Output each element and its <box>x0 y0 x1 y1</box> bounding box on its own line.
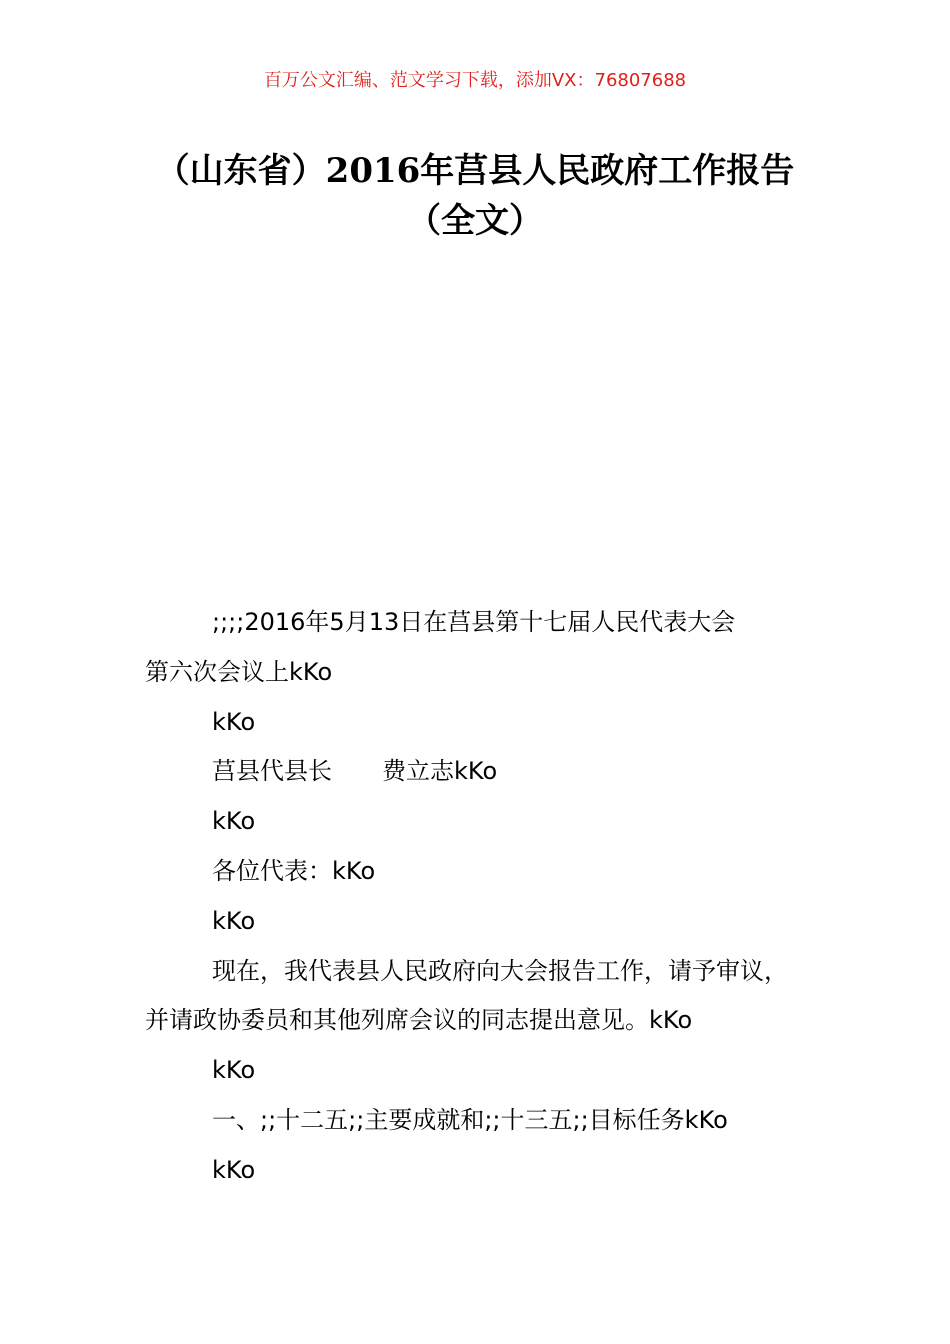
title-line-2: （全文） <box>407 201 543 241</box>
document-body <box>145 598 835 1196</box>
header-watermark-note: 百万公文汇编、范文学习下载，添加VX：76807688 <box>263 70 687 91</box>
body-line: kKo <box>212 1056 256 1085</box>
title-line-1: （山东省）2016年莒县人民政府工作报告 <box>155 151 795 191</box>
body-line: kKo <box>212 807 256 836</box>
section-heading: 一、;;十二五;;主要成就和;;十三五;;目标任务kKo <box>212 1105 728 1134</box>
speaker-line <box>145 747 835 797</box>
body-line: 现在，我代表县人民政府向大会报告工作，请予审议， <box>212 956 788 985</box>
body-line: kKo <box>212 906 256 935</box>
body-line: 第六次会议上kKo <box>145 657 333 686</box>
speaker-title: 莒县代县长 <box>212 757 332 786</box>
speaker-name: 费立志kKo <box>382 757 498 786</box>
body-line: 并请政协委员和其他列席会议的同志提出意见。kKo <box>145 1006 693 1035</box>
body-line: kKo <box>212 1155 256 1184</box>
document-title <box>100 146 850 246</box>
body-line: ;;;;2016年5月13日在莒县第十七届人民代表大会 <box>212 608 736 636</box>
body-line: kKo <box>212 707 256 736</box>
salutation: 各位代表：kKo <box>212 856 376 885</box>
